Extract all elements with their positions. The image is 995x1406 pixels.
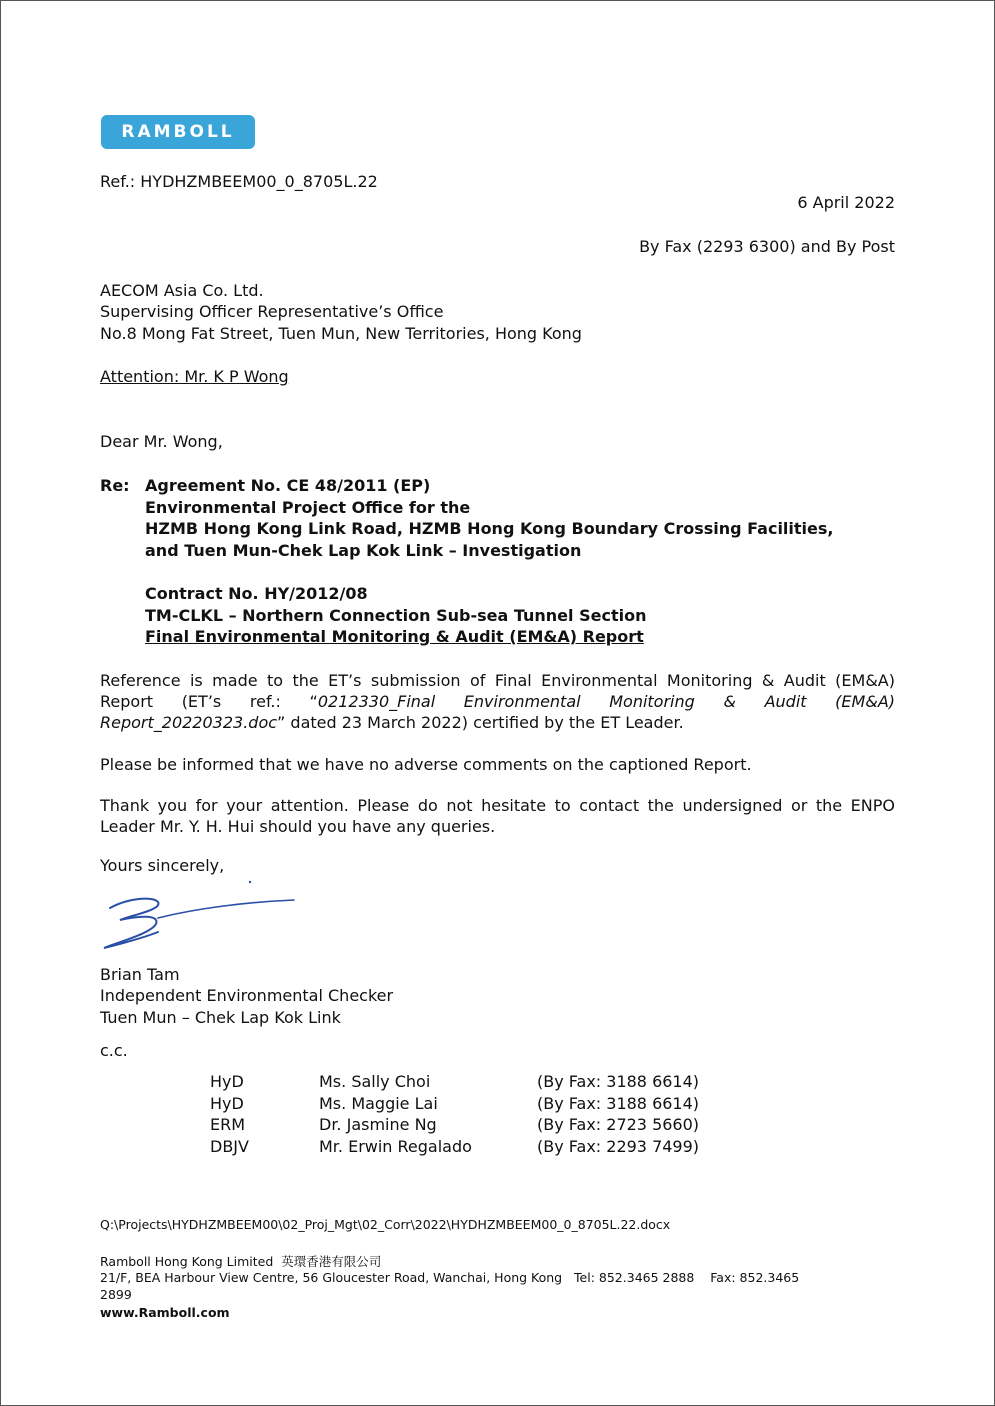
addressee-company: AECOM Asia Co. Ltd. (100, 281, 264, 300)
cc-fax: (By Fax: 3188 6614) (537, 1072, 700, 1091)
paragraph-no-comments: Please be informed that we have no adverse comments on the captioned Report. (100, 755, 752, 774)
signatory-title: Independent Environmental Checker (100, 986, 394, 1005)
paragraph-thanks-line-2: Leader Mr. Y. H. Hui should you have any queries. (100, 817, 496, 836)
re-project-title-cont: and Tuen Mun-Chek Lap Kok Link – Investigation (145, 541, 582, 560)
cc-org: HyD (210, 1072, 244, 1091)
paragraph-reference-line-3: Report_20220323.doc” dated 23 March 2022) certified by the ET Leader. (100, 713, 684, 732)
re-label: Re: (100, 476, 130, 495)
addressee-address: No.8 Mong Fat Street, Tuen Mun, New Territories, Hong Kong (100, 324, 582, 343)
footer-tel: Tel: 852.3465 2888 (574, 1270, 695, 1285)
cc-org: HyD (210, 1094, 244, 1113)
re-project-title: HZMB Hong Kong Link Road, HZMB Hong Kong Boundary Crossing Facilities, (145, 519, 834, 538)
footer-fax-cont: 2899 (100, 1287, 132, 1302)
paragraph-reference-line-1: Reference is made to the ET’s submission of Final Environmental Monitoring & Audit (EM&A) (100, 671, 895, 690)
footer-website[interactable]: www.Ramboll.com (100, 1305, 230, 1320)
cc-fax: (By Fax: 2293 7499) (537, 1137, 700, 1156)
paragraph-reference (100, 670, 895, 733)
footer-fax: Fax: 852.3465 (710, 1270, 800, 1285)
signatory-name: Brian Tam (100, 965, 180, 984)
signatory-project: Tuen Mun – Chek Lap Kok Link (100, 1008, 341, 1027)
footer-company-cn: 英環香港有限公司 (281, 1254, 382, 1269)
re-report-title: Final Environmental Monitoring & Audit (EM&A) Report (145, 627, 644, 646)
cc-name: Ms. Sally Choi (319, 1072, 431, 1091)
cc-org: DBJV (210, 1137, 249, 1156)
paragraph-thanks (100, 795, 895, 837)
paragraph-thanks-line-1: Thank you for your attention. Please do not hesitate to contact the undersigned or the ENPO (100, 796, 895, 815)
closing: Yours sincerely, (100, 856, 225, 875)
re-section: TM-CLKL – Northern Connection Sub-sea Tunnel Section (145, 606, 647, 625)
footer-company: Ramboll Hong Kong Limited 英環香港有限公司 (100, 1254, 382, 1269)
re-contract: Contract No. HY/2012/08 (145, 584, 368, 603)
cc-name: Dr. Jasmine Ng (319, 1115, 437, 1134)
addressee-office: Supervising Officer Representative’s Office (100, 302, 444, 321)
cc-fax: (By Fax: 3188 6614) (537, 1094, 700, 1113)
cc-name: Mr. Erwin Regalado (319, 1137, 472, 1156)
re-project-office: Environmental Project Office for the (145, 498, 471, 517)
file-path: Q:\Projects\HYDHZMBEEM00\02_Proj_Mgt\02_Corr\2022\HYDHZMBEEM00_0_8705L.22.docx (100, 1217, 671, 1232)
cc-label: c.c. (100, 1041, 128, 1060)
re-agreement: Agreement No. CE 48/2011 (EP) (145, 476, 431, 495)
letter-date: 6 April 2022 (797, 193, 895, 212)
paragraph-reference-line-2: Report (ET’s ref.: “0212330_Final Environmental Monitoring & Audit (EM&A) (100, 692, 896, 711)
signature-image (98, 878, 303, 958)
delivery-method: By Fax (2293 6300) and By Post (639, 237, 895, 256)
ramboll-logo: RAMBOLL (101, 115, 255, 149)
reference-number: Ref.: HYDHZMBEEM00_0_8705L.22 (100, 172, 378, 191)
salutation: Dear Mr. Wong, (100, 432, 223, 451)
cc-org: ERM (210, 1115, 246, 1134)
cc-fax: (By Fax: 2723 5660) (537, 1115, 700, 1134)
cc-name: Ms. Maggie Lai (319, 1094, 438, 1113)
attention-line: Attention: Mr. K P Wong (100, 367, 289, 386)
footer-address: 21/F, BEA Harbour View Centre, 56 Gloucester Road, Wanchai, Hong Kong (100, 1270, 563, 1285)
footer-address-line (100, 1270, 799, 1285)
